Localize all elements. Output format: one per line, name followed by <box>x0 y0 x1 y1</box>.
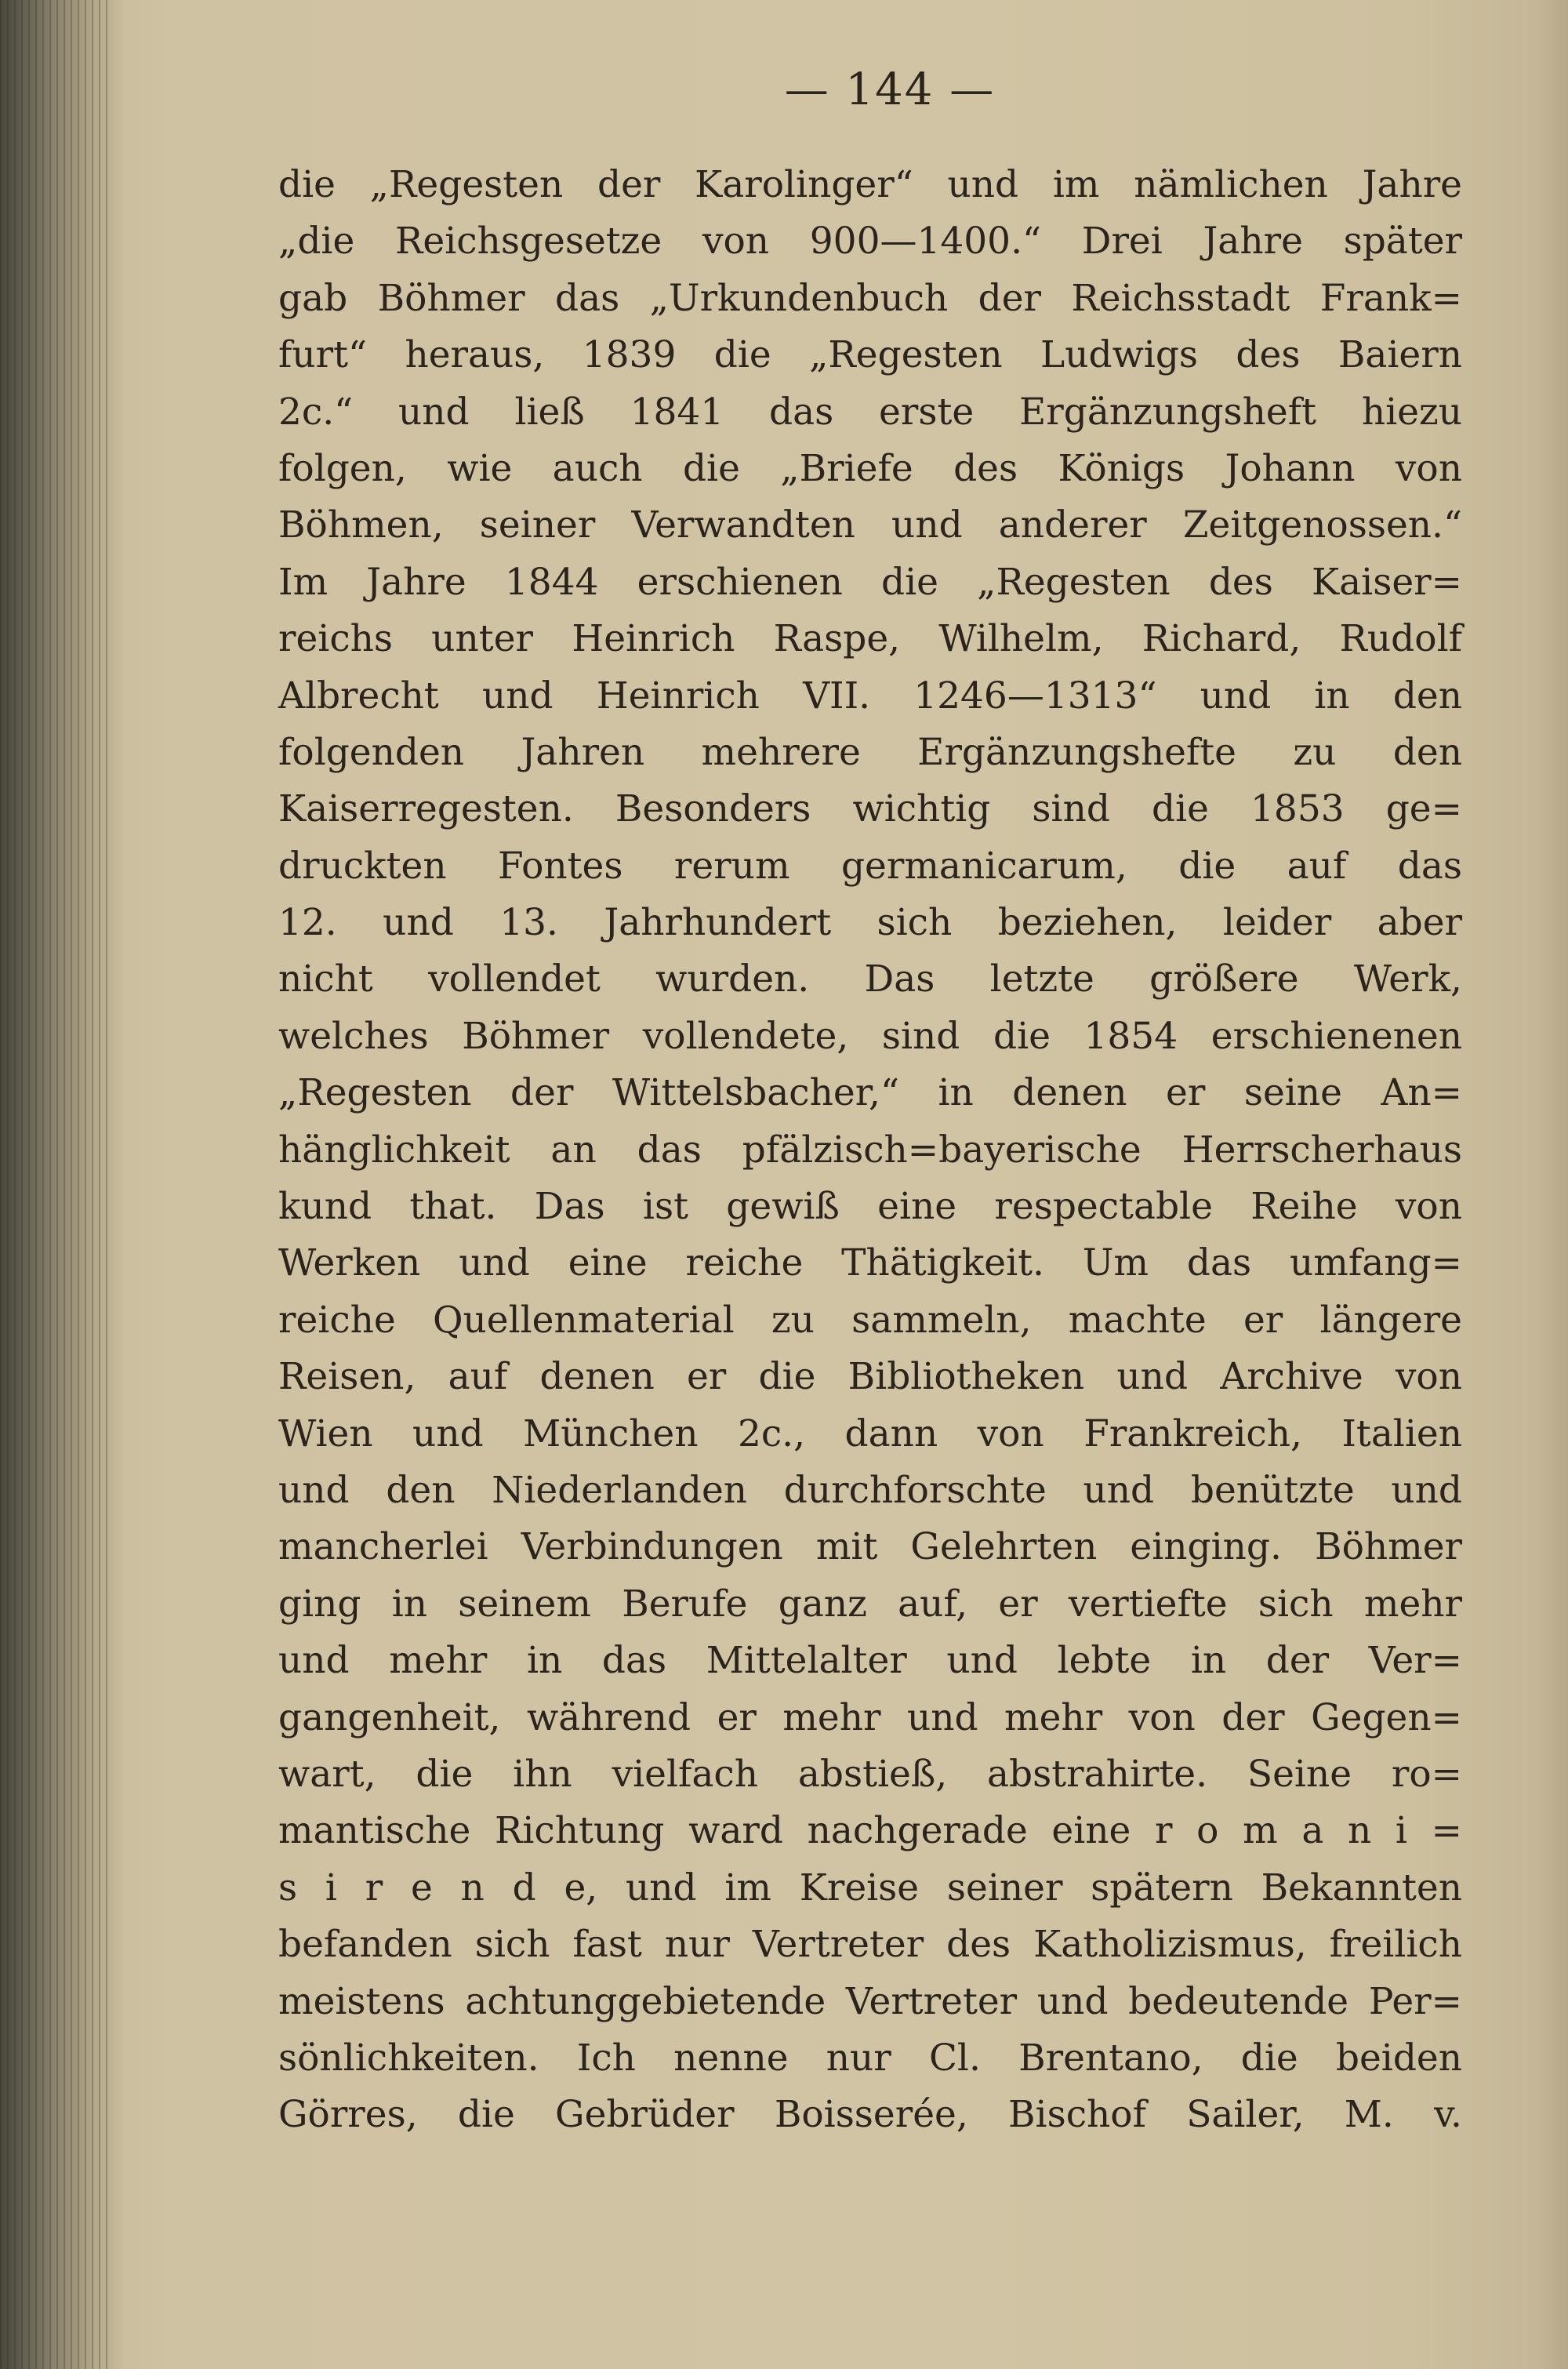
text-line: 2c.“ und ließ 1841 das erste Ergänzungsheft hiezu <box>278 390 1462 434</box>
text-line: und mehr in das Mittelalter und lebte in der Ver= <box>278 1639 1462 1683</box>
text-line: und den Niederlanden durchforschte und benützte und <box>278 1468 1462 1512</box>
text-line: meistens achtunggebietende Vertreter und bedeutende Per= <box>278 1979 1462 2023</box>
text-line: Görres, die Gebrüder Boisserée, Bischof Sailer, M. v. <box>278 2093 1462 2137</box>
text-line: Reisen, auf denen er die Bibliotheken und Archive von <box>278 1355 1462 1399</box>
text-line: druckten Fontes rerum germanicarum, die auf das <box>278 844 1462 888</box>
text-line: ging in seinem Berufe ganz auf, er vertiefte sich mehr <box>278 1582 1462 1626</box>
page-number: — 144 — <box>784 64 996 115</box>
text-line: reiche Quellenmaterial zu sammeln, machte er längere <box>278 1298 1462 1342</box>
text-line: reichs unter Heinrich Raspe, Wilhelm, Richard, Rudolf <box>278 617 1462 661</box>
text-line: nicht vollendet wurden. Das letzte größere Werk, <box>278 957 1462 1001</box>
text-line: Kaiserregesten. Besonders wichtig sind die 1853 ge= <box>278 787 1462 831</box>
text-line: gangenheit, während er mehr und mehr von der Gegen= <box>278 1695 1462 1739</box>
text-line: Wien und München 2c., dann von Frankreich, Italien <box>278 1412 1462 1455</box>
text-line: Böhmen, seiner Verwandten und anderer Zeitgenossen.“ <box>278 503 1462 547</box>
text-line: „Regesten der Wittelsbacher,“ in denen er seine An= <box>278 1071 1462 1115</box>
text-line: welches Böhmer vollendete, sind die 1854 erschienenen <box>278 1014 1462 1058</box>
text-line: 12. und 13. Jahrhundert sich beziehen, leider aber <box>278 901 1462 945</box>
text-line: folgen, wie auch die „Briefe des Königs Johann von <box>278 446 1462 490</box>
text-line: „die Reichsgesetze von 900—1400.“ Drei Jahre später <box>278 220 1462 263</box>
text-line: mancherlei Verbindungen mit Gelehrten einging. Böhmer <box>278 1525 1462 1569</box>
text-line: sönlichkeiten. Ich nenne nur Cl. Brentano, die beiden <box>278 2036 1462 2080</box>
text-line: folgenden Jahren mehrere Ergänzungshefte zu den <box>278 730 1462 774</box>
text-line: s i r e n d e, und im Kreise seiner spätern Bekannten <box>278 1866 1462 1909</box>
text-line: die „Regesten der Karolinger“ und im nämlichen Jahre <box>278 163 1462 206</box>
gutter-shadow <box>0 0 125 2369</box>
text-line: furt“ heraus, 1839 die „Regesten Ludwigs des Baiern <box>278 333 1462 377</box>
body-text <box>278 157 1462 2144</box>
text-line: kund that. Das ist gewiß eine respectable Reihe von <box>278 1185 1462 1229</box>
text-line: Albrecht und Heinrich VII. 1246—1313“ und in den <box>278 674 1462 718</box>
text-line: befanden sich fast nur Vertreter des Katholizismus, freilich <box>278 1923 1462 1967</box>
text-line: wart, die ihn vielfach abstieß, abstrahirte. Seine ro= <box>278 1752 1462 1796</box>
text-line: Werken und eine reiche Thätigkeit. Um das umfang= <box>278 1241 1462 1285</box>
text-line: Im Jahre 1844 erschienen die „Regesten des Kaiser= <box>278 560 1462 604</box>
text-line: hänglichkeit an das pfälzisch=bayerische Herrscherhaus <box>278 1128 1462 1172</box>
text-line: mantische Richtung ward nachgerade eine r o m a n i = <box>278 1809 1462 1853</box>
text-line: gab Böhmer das „Urkundenbuch der Reichsstadt Frank= <box>278 276 1462 320</box>
